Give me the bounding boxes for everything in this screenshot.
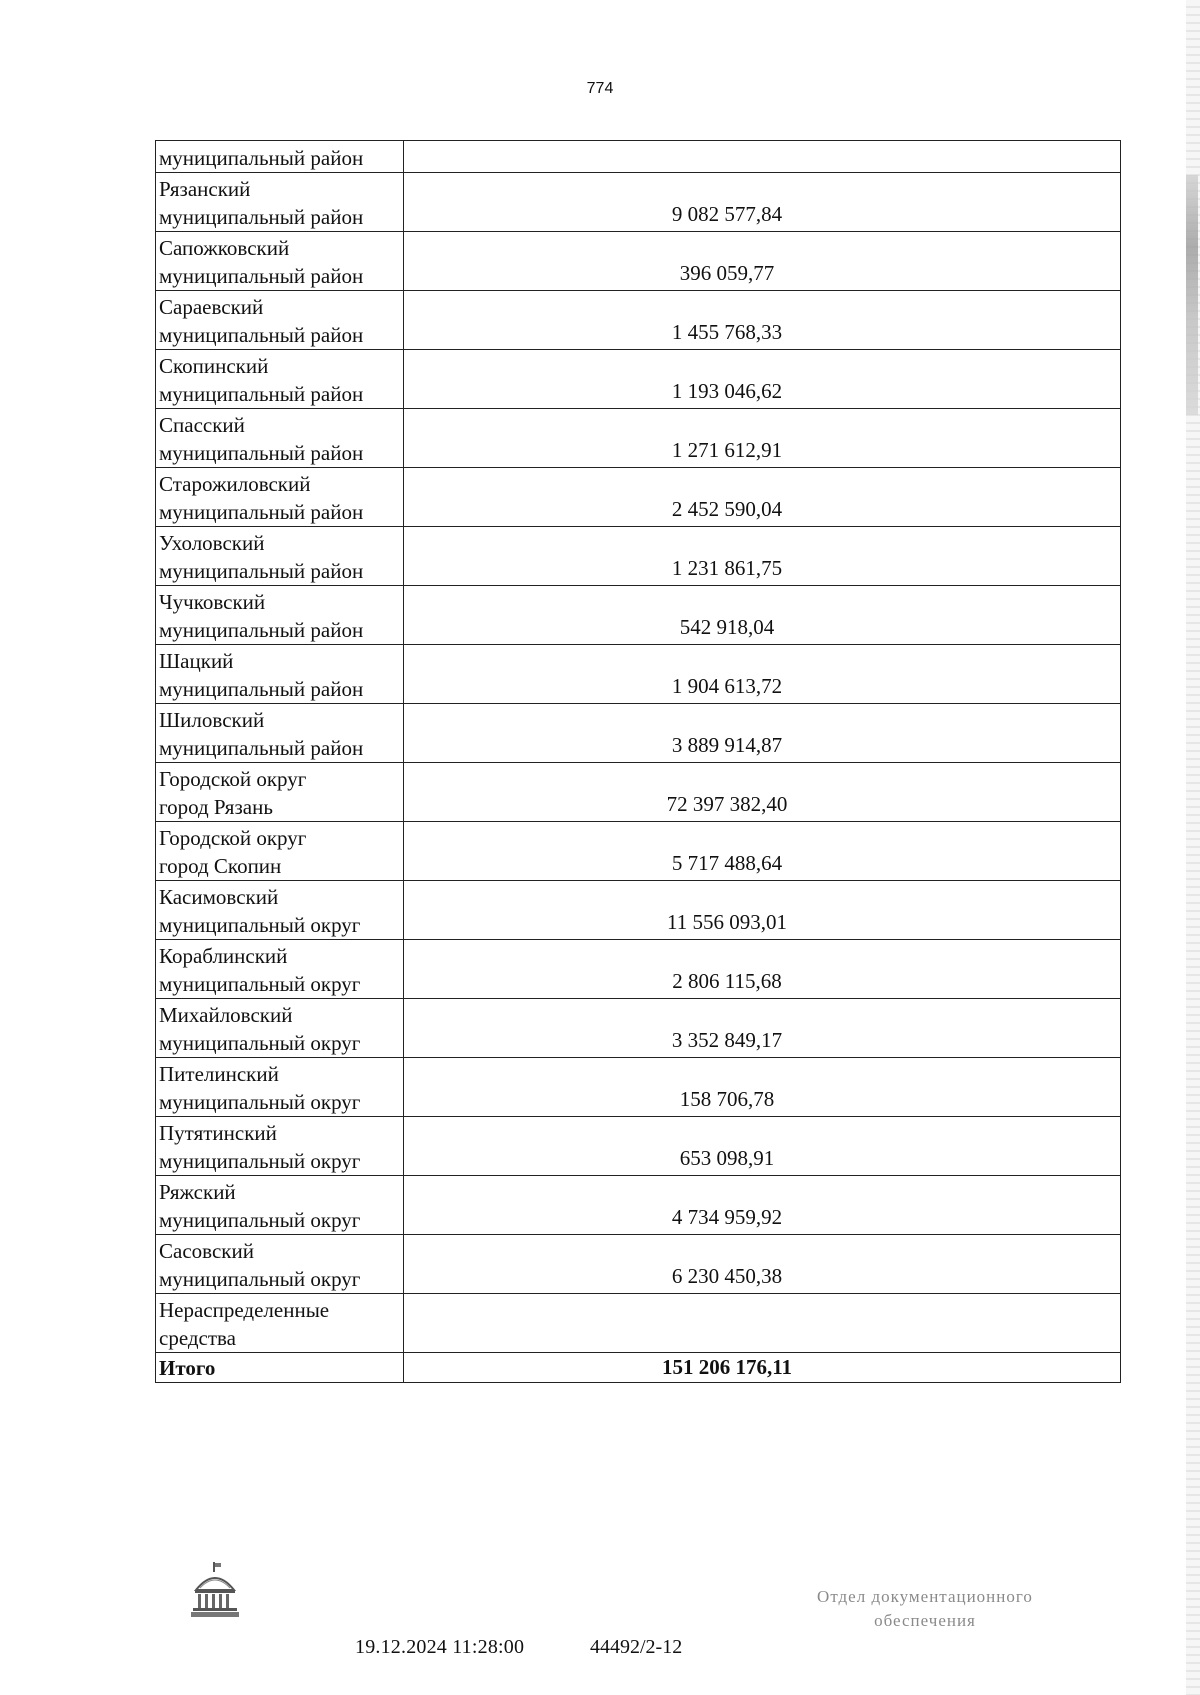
- amount-cell: [404, 763, 1121, 822]
- document-timestamp: 19.12.2024 11:28:00: [355, 1636, 525, 1658]
- department-stamp-line1: Отдел документационного: [817, 1587, 1033, 1606]
- amount-value: 9 082 577,84: [671, 202, 783, 226]
- total-amount-cell: [404, 1353, 1121, 1383]
- municipality-name-line2: муниципальный район: [159, 441, 364, 465]
- municipality-name-cell: [156, 468, 404, 527]
- table-row: [156, 1117, 1121, 1176]
- department-stamp-line2: обеспечения: [874, 1611, 976, 1630]
- amount-cell: [404, 999, 1121, 1058]
- municipality-name-line1: Городской округ: [159, 767, 307, 791]
- table-row: [156, 763, 1121, 822]
- amount-cell: [404, 1294, 1121, 1353]
- table-row: [156, 586, 1121, 645]
- amount-value: 542 918,04: [679, 615, 775, 639]
- amount-value: 653 098,91: [679, 1146, 775, 1170]
- department-stamp: [760, 1585, 1090, 1633]
- amount-cell: [404, 409, 1121, 468]
- municipality-name-line1: Шиловский: [159, 708, 265, 732]
- budget-distribution-table: [155, 140, 1121, 1383]
- amount-cell: [404, 173, 1121, 232]
- amount-cell: [404, 1058, 1121, 1117]
- municipality-name-cell: [156, 1176, 404, 1235]
- municipality-name-cell: [156, 586, 404, 645]
- duma-building-icon: [190, 1560, 240, 1620]
- amount-cell: [404, 940, 1121, 999]
- municipality-name-line1: Сапожковский: [159, 236, 290, 260]
- municipality-name-line1: Путятинский: [159, 1121, 277, 1145]
- amount-cell: [404, 468, 1121, 527]
- amount-value: 5 717 488,64: [671, 851, 783, 875]
- municipality-name-line2: средства: [159, 1326, 237, 1350]
- table-row-continued: [156, 141, 1121, 173]
- municipality-name-cell: [156, 232, 404, 291]
- amount-cell: [404, 350, 1121, 409]
- municipality-name-line1: Ухоловский: [159, 531, 265, 555]
- municipality-name-cell: [156, 409, 404, 468]
- municipality-name-line1: Старожиловский: [159, 472, 311, 496]
- amount-cell: [404, 232, 1121, 291]
- municipality-name-line2: муниципальный район: [159, 559, 364, 583]
- amount-value: 158 706,78: [679, 1087, 775, 1111]
- table-row: [156, 822, 1121, 881]
- amount-cell: [404, 1235, 1121, 1294]
- municipality-name-line1: Ряжский: [159, 1180, 236, 1204]
- municipality-name-cell: [156, 1294, 404, 1353]
- amount-value: 1 455 768,33: [671, 320, 783, 344]
- amount-cell: [404, 645, 1121, 704]
- municipality-name-line2: муниципальный район: [159, 205, 364, 229]
- municipality-name: муниципальный район: [159, 146, 364, 170]
- municipality-name-line1: Нераспределенные: [159, 1298, 330, 1322]
- scan-mark-artifact: [1186, 175, 1198, 415]
- table-row: [156, 527, 1121, 586]
- table-row: [156, 1176, 1121, 1235]
- amount-value: 396 059,77: [679, 261, 775, 285]
- municipality-name-line2: муниципальный район: [159, 323, 364, 347]
- municipality-name-line1: Рязанский: [159, 177, 251, 201]
- page-number: 774: [586, 80, 614, 97]
- table-row: [156, 704, 1121, 763]
- municipality-name-cell: [156, 822, 404, 881]
- table-row-total: [156, 1353, 1121, 1383]
- amount-cell: [404, 822, 1121, 881]
- amount-value: 4 734 959,92: [671, 1205, 783, 1229]
- municipality-name-cell: [156, 527, 404, 586]
- municipality-name-cell: [156, 1117, 404, 1176]
- table-row: [156, 468, 1121, 527]
- table-row: [156, 350, 1121, 409]
- table-row: [156, 881, 1121, 940]
- amount-value: 11 556 093,01: [667, 910, 787, 934]
- municipality-name-line1: Касимовский: [159, 885, 279, 909]
- municipality-name-cell: [156, 763, 404, 822]
- municipality-name-line2: муниципальный округ: [159, 972, 361, 996]
- table-row: [156, 999, 1121, 1058]
- table-row: [156, 232, 1121, 291]
- amount-cell: [404, 1117, 1121, 1176]
- amount-value: 1 271 612,91: [671, 438, 783, 462]
- table-row: [156, 291, 1121, 350]
- total-label-cell: [156, 1353, 404, 1383]
- municipality-name-line1: Михайловский: [159, 1003, 293, 1027]
- amount-value: 72 397 382,40: [666, 792, 788, 816]
- municipality-name-line2: город Рязань: [159, 795, 273, 819]
- municipality-name-line2: муниципальный округ: [159, 1031, 361, 1055]
- amount-value: 1 904 613,72: [671, 674, 783, 698]
- municipality-name-cell: [156, 704, 404, 763]
- amount-cell: [404, 291, 1121, 350]
- municipality-name-line1: Шацкий: [159, 649, 234, 673]
- municipality-name-line2: муниципальный округ: [159, 1090, 361, 1114]
- municipality-name-cell: [156, 1058, 404, 1117]
- document-registration-code: 44492/2-12: [590, 1636, 683, 1658]
- municipality-name-line2: муниципальный район: [159, 382, 364, 406]
- municipality-name-cell: [156, 999, 404, 1058]
- amount-cell: [404, 704, 1121, 763]
- amount-cell: [404, 141, 1121, 173]
- municipality-name-line2: муниципальный район: [159, 677, 364, 701]
- table-row: [156, 645, 1121, 704]
- municipality-name-line1: Городской округ: [159, 826, 307, 850]
- municipality-name-line2: город Скопин: [159, 854, 282, 878]
- amount-value: 1 193 046,62: [671, 379, 783, 403]
- amount-cell: [404, 527, 1121, 586]
- amount-cell: [404, 1176, 1121, 1235]
- municipality-name-line2: муниципальный район: [159, 500, 364, 524]
- municipality-name-line2: муниципальный округ: [159, 1149, 361, 1173]
- amount-value: 3 889 914,87: [671, 733, 783, 757]
- municipality-name-cell: [156, 350, 404, 409]
- municipality-name-line2: муниципальный округ: [159, 913, 361, 937]
- table-row: [156, 1294, 1121, 1353]
- table-row: [156, 940, 1121, 999]
- amount-value: 6 230 450,38: [671, 1264, 783, 1288]
- municipality-name-cell: [156, 1235, 404, 1294]
- municipality-name-cell: [156, 291, 404, 350]
- municipality-name-cell: [156, 141, 404, 173]
- amount-value: 3 352 849,17: [671, 1028, 783, 1052]
- amount-value: 1 231 861,75: [671, 556, 783, 580]
- municipality-name-line1: Кораблинский: [159, 944, 288, 968]
- municipality-name-line1: Скопинский: [159, 354, 269, 378]
- total-label: Итого: [159, 1356, 216, 1380]
- table-row: [156, 1058, 1121, 1117]
- municipality-name-cell: [156, 940, 404, 999]
- table-row: [156, 1235, 1121, 1294]
- amount-value: 2 452 590,04: [671, 497, 783, 521]
- municipality-name-line2: муниципальный район: [159, 618, 364, 642]
- amount-cell: [404, 881, 1121, 940]
- municipality-name-line2: муниципальный район: [159, 736, 364, 760]
- municipality-name-line1: Чучковский: [159, 590, 266, 614]
- municipality-name-cell: [156, 881, 404, 940]
- amount-cell: [404, 586, 1121, 645]
- municipality-name-line2: муниципальный округ: [159, 1267, 361, 1291]
- table-row: [156, 409, 1121, 468]
- municipality-name-line1: Сараевский: [159, 295, 264, 319]
- municipality-name-cell: [156, 173, 404, 232]
- amount-value: 2 806 115,68: [672, 969, 782, 993]
- table-row: [156, 173, 1121, 232]
- municipality-name-line2: муниципальный округ: [159, 1208, 361, 1232]
- municipality-name-cell: [156, 645, 404, 704]
- municipality-name-line1: Пителинский: [159, 1062, 279, 1086]
- municipality-name-line1: Сасовский: [159, 1239, 254, 1263]
- municipality-name-line2: муниципальный район: [159, 264, 364, 288]
- total-amount: 151 206 176,11: [661, 1355, 793, 1379]
- municipality-name-line1: Спасский: [159, 413, 245, 437]
